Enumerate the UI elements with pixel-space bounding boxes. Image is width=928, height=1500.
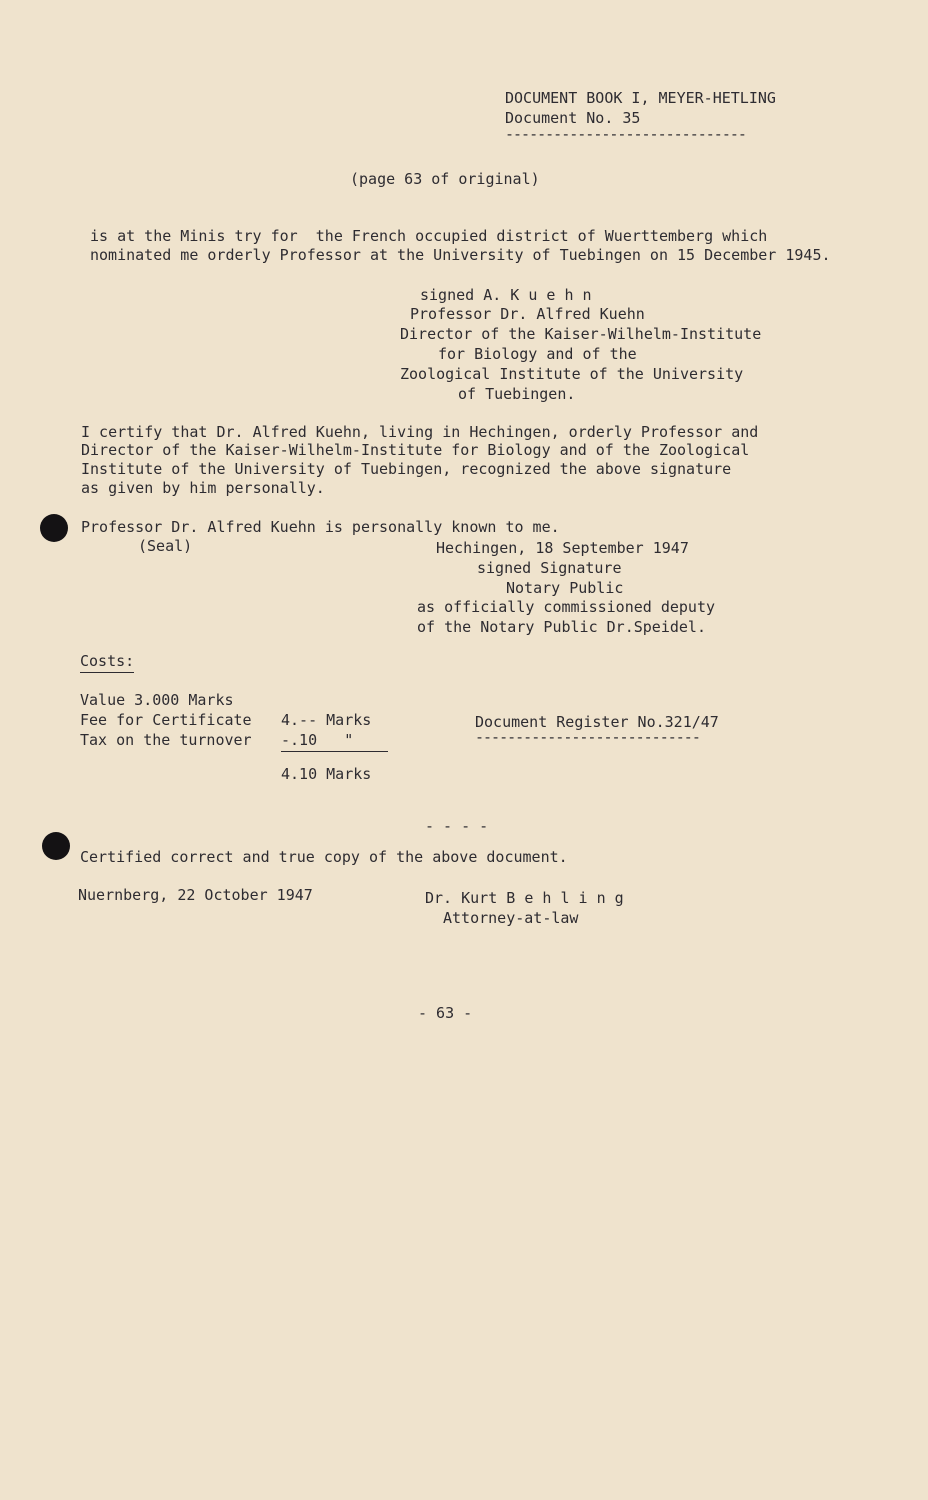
notary-line-1: Hechingen, 18 September 1947 [436,539,689,557]
fee-amount: 4.-- Marks [281,711,372,729]
notary-line-3: Notary Public [506,579,624,597]
register-rule: ---------------------------- [475,728,700,746]
place-date: Nuernberg, 22 October 1947 [78,886,313,904]
document-number: Document No. 35 [505,109,641,127]
costs-total: 4.10 Marks [281,765,372,783]
punch-hole-bottom [42,832,70,860]
signature-line-4: for Biology and of the [438,345,637,363]
tax-amount: -.10 " [281,731,388,752]
document-book-title: DOCUMENT BOOK I, MEYER-HETLING [505,89,776,107]
intro-line-1: is at the Minis try for the French occupied district of Wuerttemberg which [90,227,768,245]
page-number: - 63 - [418,1004,473,1022]
attorney-name: Dr. Kurt B e h l i n g [425,889,624,907]
certify-line-4: as given by him personally. [81,479,325,497]
costs-heading: Costs: [80,652,134,673]
header-rule: ------------------------------ [505,125,746,143]
section-separator: - - - - [425,817,489,835]
seal-label: (Seal) [138,537,193,555]
fee-label: Fee for Certificate [80,711,252,729]
certify-line-2: Director of the Kaiser-Wilhelm-Institute for Biology and of the Zoological [81,441,750,459]
certify-line-3: Institute of the University of Tuebingen, recognized the above signature [81,460,732,478]
signature-line-5: Zoological Institute of the University [400,365,744,383]
notary-line-2: signed Signature [477,559,622,577]
certified-statement: Certified correct and true copy of the above document. [80,848,568,866]
punch-hole-top [40,514,68,542]
document-register: Document Register No.321/47 [475,713,719,731]
signature-line-1: signed A. K u e h n [420,286,592,304]
intro-line-2: nominated me orderly Professor at the University of Tuebingen on 15 December 1945. [90,246,831,264]
tax-label: Tax on the turnover [80,731,252,749]
certify-line-1: I certify that Dr. Alfred Kuehn, living in Hechingen, orderly Professor and [81,423,759,441]
costs-value: Value 3.000 Marks [80,691,234,709]
personally-known-statement: Professor Dr. Alfred Kuehn is personally known to me. [81,518,560,536]
notary-line-5: of the Notary Public Dr.Speidel. [417,618,706,636]
attorney-title: Attorney-at-law [443,909,579,927]
signature-line-6: of Tuebingen. [458,385,576,403]
notary-line-4: as officially commissioned deputy [417,598,716,616]
page-reference: (page 63 of original) [350,170,540,188]
signature-line-2: Professor Dr. Alfred Kuehn [410,305,645,323]
signature-line-3: Director of the Kaiser-Wilhelm-Institute [400,325,762,343]
